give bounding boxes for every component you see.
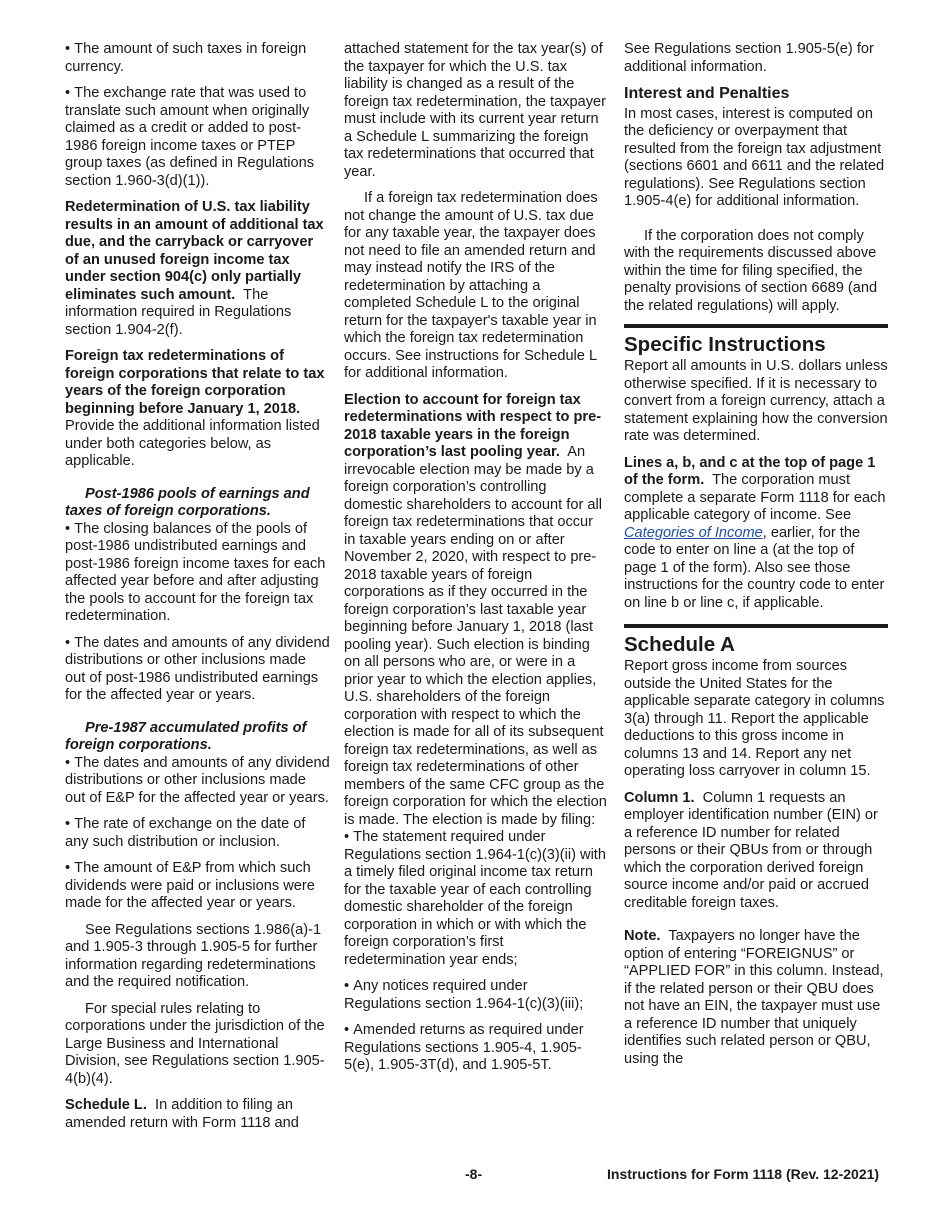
paragraph-text: The corporation must complete a separate Form 1118 for each applicable category of income. See (624, 472, 886, 523)
paragraph (624, 790, 888, 913)
paragraph: If the corporation does not comply with the requirements discussed above within the time for filing specified, the penalty provisions of section 6689 (and the related regulations) will apply. (624, 227, 878, 314)
bullet-item: • Amended returns as required under Regulations sections 1.905-4, 1.905-5(e), 1.905-3T(d), and 1.905-5T. (344, 1022, 608, 1075)
bullet-item: • The statement required under Regulations section 1.964-1(c)(3)(ii) with a timely filed original income tax return for the taxable year of each controlling domestic shareholder of the foreign corporation in which or with which the foreign corporation’s first redetermination year ends; (344, 829, 608, 969)
paragraph-heading: Foreign tax redeterminations of foreign corporations that relate to tax years of the foreign corporation beginning before January 1, 2018. (65, 348, 325, 417)
categories-of-income-link[interactable]: Categories of Income (624, 524, 763, 541)
paragraph: Report all amounts in U.S. dollars unless otherwise specified. If it is necessary to convert from a foreign currency, attach a statement explaining how the conversion rate was determined. (624, 358, 888, 444)
bullet-item: • The closing balances of the pools of post-1986 undistributed earnings and post-1986 foreign income taxes for each affected year before and after adjusting the pools to account for the foreign tax redetermination. (65, 521, 330, 626)
column-left (65, 41, 330, 1141)
paragraph (65, 348, 330, 471)
section-rule (624, 324, 888, 328)
paragraph-heading: Lines a, b, and c at the top of page 1 of the form. (624, 454, 876, 488)
section-heading: Interest and Penalties (624, 85, 790, 102)
bullet-item: • The dates and amounts of any dividend distributions or other inclusions made out of post-1986 undistributed earnings for the affected year or years. (65, 635, 330, 705)
page-number: -8- (465, 1166, 483, 1182)
paragraph-text: In addition to filing an amended return with Form 1118 and (65, 1097, 299, 1131)
bullet-item: • The dates and amounts of any dividend distributions or other inclusions made out of E&P for the affected year or years. (65, 755, 330, 808)
paragraph-heading: Column 1. (624, 789, 695, 806)
paragraph-text: Taxpayers no longer have the option of entering “FOREIGNUS” or “APPLIED FOR” in this column. Instead, if the related person or their QBU does not have an EIN, the taxpayer must use a reference ID number that uniquely identifies such related person or QBU, using the (624, 928, 884, 1067)
section-rule (624, 624, 888, 628)
section-title: Schedule A (624, 633, 735, 656)
subheading: Post-1986 pools of earnings and taxes of foreign corporations. (65, 485, 310, 519)
paragraph (624, 928, 888, 1068)
paragraph-heading: Note. (624, 928, 661, 944)
paragraph: See Regulations sections 1.986(a)-1 and 1.905-3 through 1.905-5 for further information regarding redeterminations and the required notification. (65, 921, 322, 990)
bullet-item: • The amount of such taxes in foreign currency. (65, 41, 330, 76)
paragraph: In most cases, interest is computed on the deficiency or overpayment that resulted from the foreign tax adjustment (sections 6601 and 6611 and the related regulations). See Regulations section 1.905-4(e) for additional information. (624, 105, 885, 209)
paragraph-text: An irrevocable election may be made by a foreign corporation’s controlling domestic shareholders to account for all foreign tax redeterminations that occur in taxable years ending on or after November 2, 2020, with respect to pre-2018 taxable years of foreign corporations as if they occurred in the foreign corporation’s last taxable year beginning before January 1, 2018 (last pooling year). Such election is binding on all persons who are, or were in a prior year to which the election applies, U.S. shareholders of the foreign corporation with respect to which the election is made for all of its subsequent foreign tax redeterminations, as well as foreign tax redeterminations of other members of the same CFC group as the foreign corporation for which the election is made. The election is made by filing: (344, 444, 607, 828)
paragraph-text: Provide the additional information listed under both categories below, as applicable. (65, 418, 320, 469)
subheading: Pre-1987 accumulated profits of foreign corporations. (65, 719, 307, 753)
footer-title: Instructions for Form 1118 (Rev. 12-2021) (607, 1166, 880, 1182)
paragraph (65, 1097, 330, 1132)
paragraph-heading: Schedule L. (65, 1097, 147, 1113)
paragraph: If a foreign tax redetermination does not change the amount of U.S. tax due for any taxable year, the taxpayer does not need to file an amended return and may instead notify the IRS of the redetermination by attaching a completed Schedule L to the original return for the taxpayer's taxable year in which the foreign tax redetermination occurs. See instructions for Schedule L for additional information. (344, 190, 598, 381)
bullet-item: • The exchange rate that was used to translate such amount when originally claimed as a credit or added to post-1986 foreign income taxes or PTEP group taxes (as defined in Regulations section 1.960-3(d)(1)). (65, 85, 330, 190)
column-right (624, 41, 888, 1077)
section-title: Specific Instructions (624, 333, 826, 356)
paragraph: attached statement for the tax year(s) of the taxpayer for which the U.S. tax liability is changed as a result of the foreign tax redetermination, the taxpayer must include with its current year return a Schedule L summarizing the foreign tax redeterminations that occurred that year. (344, 41, 607, 180)
paragraph-heading: Election to account for foreign tax redeterminations with respect to pre-2018 taxable years in the foreign corporation’s last pooling year. (344, 391, 602, 460)
paragraph (65, 199, 330, 339)
paragraph (624, 455, 888, 613)
paragraph: See Regulations section 1.905-5(e) for additional information. (624, 41, 874, 75)
paragraph-text: The information required in Regulations section 1.904-2(f). (65, 286, 292, 338)
paragraph-text: , earlier, for the code to enter on line a (at the top of page 1 of the form). Also see those instructions for the country code to enter on line b or line c, if applicable. (624, 524, 885, 611)
paragraph-text: Column 1 requests an employer identification number (EIN) or a reference ID number for related persons or their QBUs from or through which the corporation derived foreign source income and/or paid or accrued creditable foreign taxes. (624, 789, 878, 911)
paragraph: Report gross income from sources outside the United States for the applicable separate category in columns 3(a) through 11. Report the applicable deductions to this gross income in columns 13 and 14. Report any net operating loss carryover in column 15. (624, 658, 885, 779)
paragraph (344, 392, 608, 830)
paragraph: For special rules relating to corporations under the jurisdiction of the Large Business and International Division, see Regulations section 1.905-4(b)(4). (65, 1000, 325, 1087)
bullet-item: • Any notices required under Regulations section 1.964-1(c)(3)(iii); (344, 978, 608, 1013)
bullet-item: • The amount of E&P from which such dividends were paid or inclusions were made for the affected year or years. (65, 860, 330, 913)
column-middle (344, 41, 608, 1084)
bullet-item: • The rate of exchange on the date of any such distribution or inclusion. (65, 816, 330, 851)
paragraph-heading: Redetermination of U.S. tax liability results in an amount of additional tax due, and the carryback or carryover of an unused foreign income tax under section 904(c) only partially eliminates such amount. (65, 199, 324, 303)
